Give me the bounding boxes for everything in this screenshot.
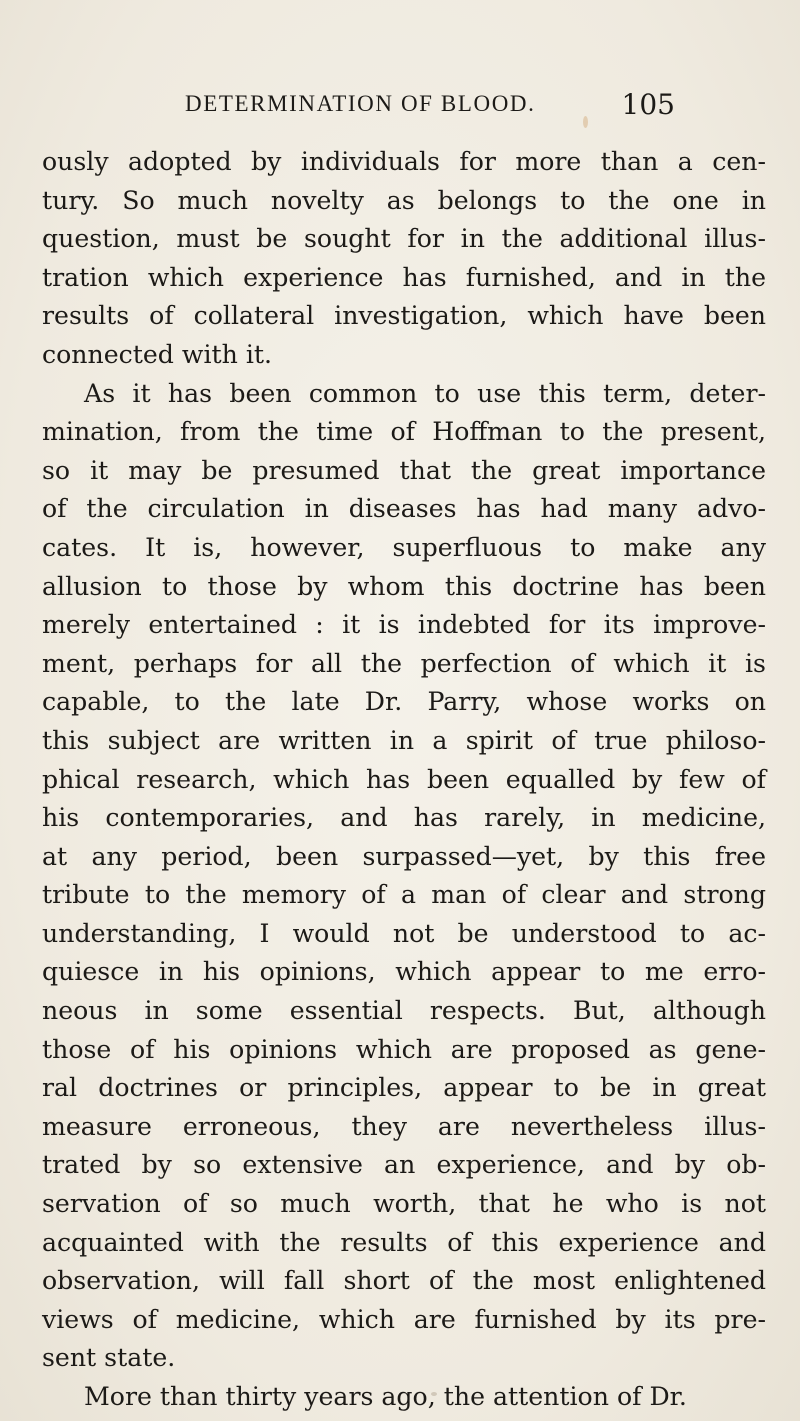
text-line: ment, perhaps for all the perfection of which it is xyxy=(42,648,766,678)
ink-speck xyxy=(431,1392,437,1396)
text-line: tribute to the memory of a man of clear and strong xyxy=(42,880,766,910)
text-line: neous in some essential respects. But, although xyxy=(42,996,766,1026)
text-line: his contemporaries, and has rarely, in medicine, xyxy=(42,803,766,833)
text-line: measure erroneous, they are nevertheless illus- xyxy=(42,1111,766,1141)
text-line: phical research, which has been equalled by few of xyxy=(42,764,766,794)
text-line: this subject are written in a spirit of true philoso- xyxy=(42,725,766,755)
text-line: mination, from the time of Hoffman to the present, xyxy=(42,417,766,447)
page-header xyxy=(185,88,675,131)
text-line: ously adopted by individuals for more than a cen- xyxy=(42,147,766,176)
running-title: DETERMINATION OF BLOOD. xyxy=(185,91,536,116)
text-line: tration which experience has furnished, and in the xyxy=(42,262,766,292)
text-line: at any period, been surpassed—yet, by this free xyxy=(42,841,766,871)
text-line: question, must be sought for in the additional illus- xyxy=(42,224,766,254)
text-line: capable, to the late Dr. Parry, whose works on xyxy=(42,687,766,717)
text-line: trated by so extensive an experience, and by ob- xyxy=(42,1150,766,1180)
text-line: merely entertained : it is indebted for its improve- xyxy=(42,610,766,640)
text-line: allusion to those by whom this doctrine has been xyxy=(42,571,766,601)
text-line: quiesce in his opinions, which appear to me erro- xyxy=(42,957,766,987)
text-line: As it has been common to use this term, deter- xyxy=(84,378,766,408)
text-line: so it may be presumed that the great importance xyxy=(42,455,766,485)
text-line: ral doctrines or principles, appear to be in great xyxy=(42,1073,766,1103)
text-line: understanding, I would not be understood to ac- xyxy=(42,918,766,948)
text-line: cates. It is, however, superfluous to make any xyxy=(42,532,766,562)
body-text xyxy=(42,143,766,1417)
text-line: connected with it. xyxy=(42,339,273,369)
text-line: those of his opinions which are proposed as gene- xyxy=(42,1034,766,1064)
text-line: More than thirty years ago, the attention of Dr. xyxy=(84,1382,687,1411)
text-line: of the circulation in diseases has had many advo- xyxy=(42,494,766,524)
ink-speck xyxy=(583,116,588,128)
text-line: servation of so much worth, that he who is not xyxy=(42,1189,766,1219)
text-line: acquainted with the results of this experience and xyxy=(42,1227,766,1257)
text-line: views of medicine, which are furnished by its pre- xyxy=(42,1304,766,1334)
text-line: sent state. xyxy=(42,1343,176,1373)
text-line: tury. So much novelty as belongs to the one in xyxy=(42,185,766,215)
page-number: 105 xyxy=(621,88,675,121)
text-line: observation, will fall short of the most enlightened xyxy=(42,1266,766,1296)
text-line: results of collateral investigation, which have been xyxy=(42,301,766,331)
